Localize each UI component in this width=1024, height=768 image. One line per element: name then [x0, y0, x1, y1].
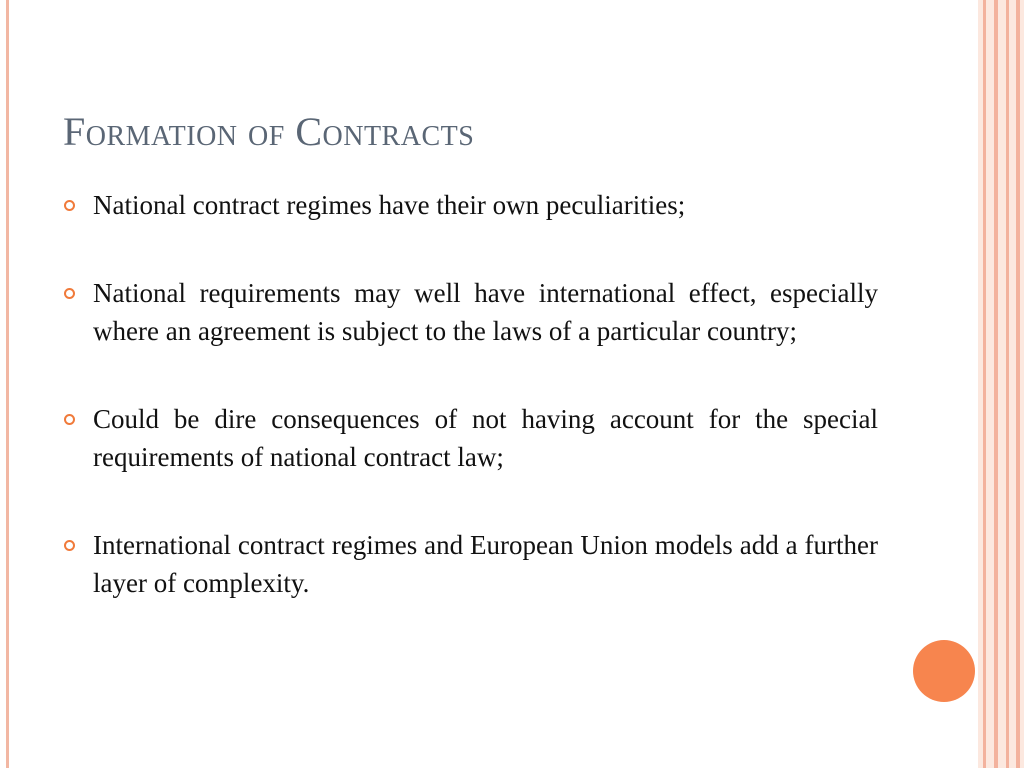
bullet-circle-icon: [64, 414, 75, 425]
bullet-item: [60, 400, 878, 476]
right-border-line: [1006, 0, 1009, 768]
bullet-list: [60, 186, 878, 652]
slide-title: Formation of Contracts: [63, 109, 475, 154]
bullet-text: Could be dire consequences of not having account for the special requirements of national contract law;: [93, 404, 878, 472]
bullet-item: [60, 526, 878, 602]
right-border-line: [994, 0, 998, 768]
bullet-item: [60, 186, 878, 224]
right-border-line: [983, 0, 986, 768]
bullet-text: International contract regimes and European Union models add a further layer of complexity.: [93, 530, 878, 598]
bullet-circle-icon: [64, 540, 75, 551]
decorative-circle-icon: [913, 640, 975, 702]
bullet-text: National requirements may well have international effect, especially where an agreement is subject to the laws of a particular country;: [93, 278, 878, 346]
left-border-line: [6, 0, 9, 768]
bullet-text: National contract regimes have their own peculiarities;: [93, 190, 686, 220]
bullet-circle-icon: [64, 200, 75, 211]
bullet-item: [60, 274, 878, 350]
bullet-circle-icon: [64, 288, 75, 299]
right-border-line: [1016, 0, 1020, 768]
